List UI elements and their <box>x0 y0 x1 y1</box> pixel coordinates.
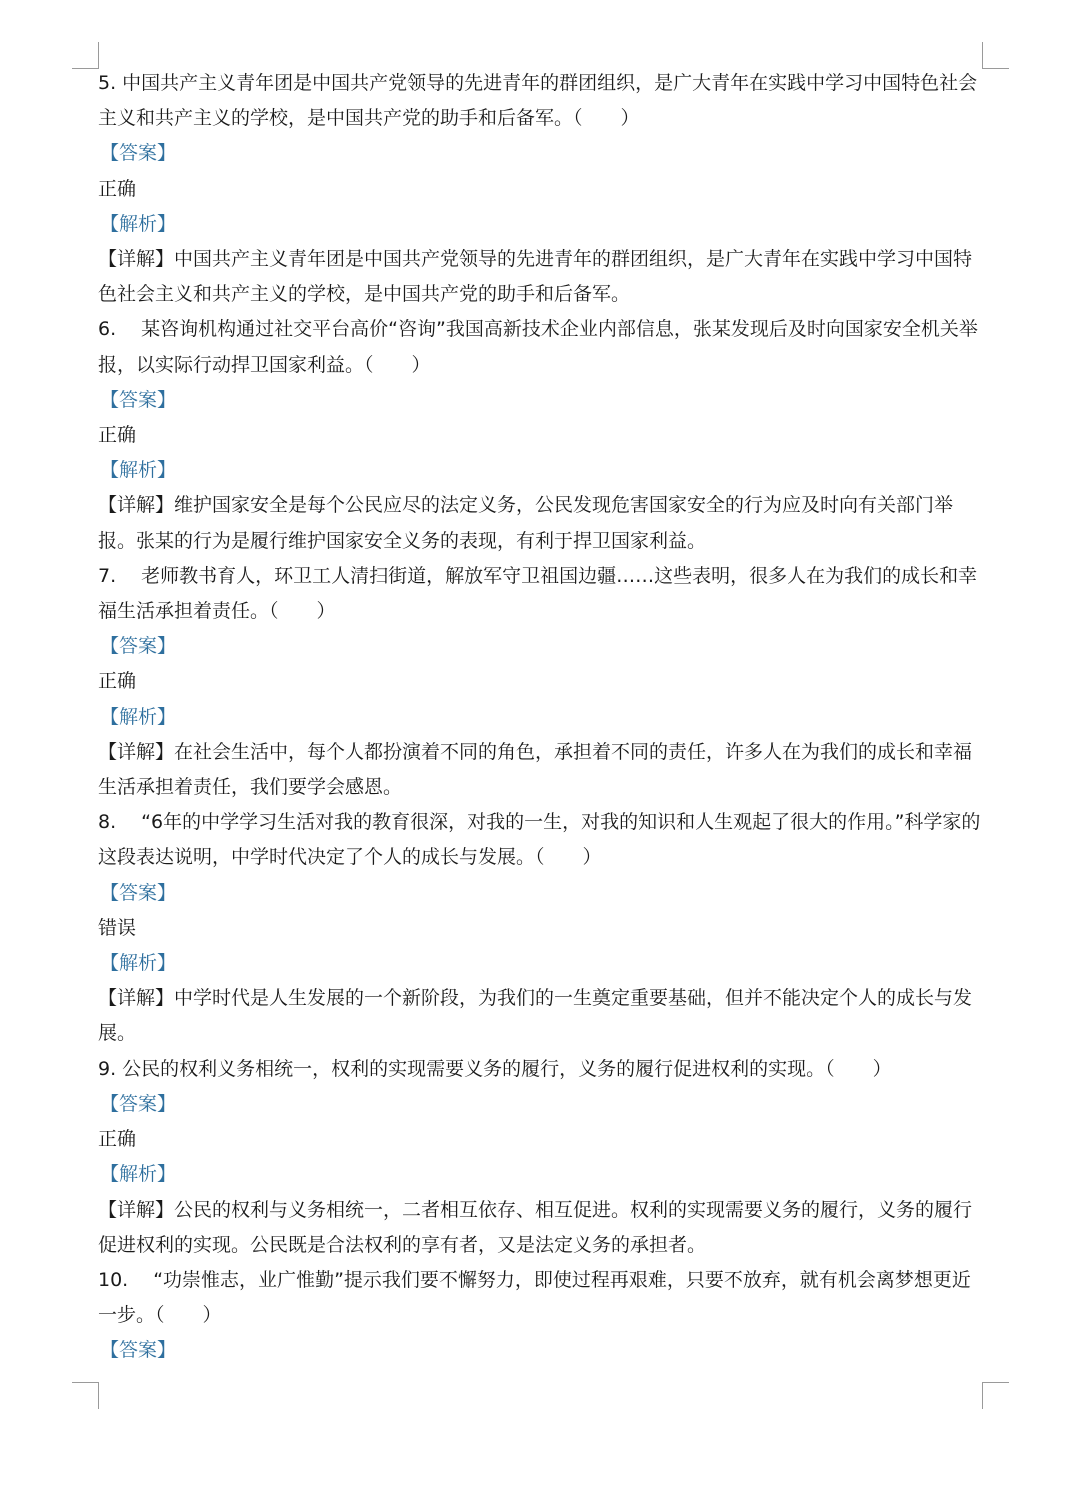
detail-paragraph <box>98 981 984 1051</box>
question-10 <box>98 1263 984 1333</box>
question-number: 9. <box>98 1057 117 1080</box>
page-corner-mark-bottom-left <box>72 1382 99 1409</box>
analysis-label: 【解析】 <box>100 952 177 975</box>
question-7 <box>98 559 984 629</box>
analysis-label: 【解析】 <box>100 212 177 235</box>
answer-label: 【答案】 <box>100 142 177 165</box>
question-text: “6年的中学学习生活对我的教育很深，对我的一生，对我的知识和人生观起了很大的作用。”科学家的这段表达说明，中学时代决定了个人的成长与发展。（ ） <box>98 811 981 869</box>
answer-value: 正确 <box>98 1128 137 1151</box>
question-6 <box>98 312 984 382</box>
detail-paragraph <box>98 1193 984 1263</box>
detail-label: 【详解】 <box>98 248 175 271</box>
question-number: 8. <box>98 811 117 834</box>
analysis-label: 【解析】 <box>100 705 177 728</box>
question-5 <box>98 66 984 136</box>
document-body <box>98 66 984 1369</box>
detail-paragraph <box>98 242 984 312</box>
detail-paragraph <box>98 488 984 558</box>
question-text: 中国共产主义青年团是中国共产党领导的先进青年的群团组织，是广大青年在实践中学习中国特色社会主义和共产主义的学校，是中国共产党的助手和后备军。（ ） <box>98 72 978 130</box>
question-number: 6. <box>98 318 117 341</box>
detail-label: 【详解】 <box>98 494 175 517</box>
question-number: 7. <box>98 564 117 587</box>
answer-value: 错误 <box>98 916 137 939</box>
answer-label: 【答案】 <box>100 388 177 411</box>
answer-label: 【答案】 <box>100 1092 177 1115</box>
detail-text: 维护国家安全是每个公民应尽的法定义务，公民发现危害国家安全的行为应及时向有关部门举报。张某的行为是履行维护国家安全义务的表现，有利于捍卫国家利益。 <box>98 494 954 552</box>
question-text: “功崇惟志，业广惟勤”提示我们要不懈努力，即使过程再艰难，只要不放弃，就有机会离梦想更近一步。（ ） <box>98 1268 971 1327</box>
answer-label: 【答案】 <box>100 1339 177 1362</box>
detail-label: 【详解】 <box>98 740 175 763</box>
question-text: 公民的权利义务相统一，权利的实现需要义务的履行，义务的履行促进权利的实现。（ ） <box>122 1057 892 1080</box>
answer-value: 正确 <box>98 670 137 693</box>
question-text: 某咨询机构通过社交平台高价“咨询”我国高新技术企业内部信息，张某发现后及时向国家安全机关举报，以实际行动捍卫国家利益。（ ） <box>98 318 978 376</box>
detail-text: 公民的权利与义务相统一，二者相互依存、相互促进。权利的实现需要义务的履行，义务的履行促进权利的实现。公民既是合法权利的享有者，又是法定义务的承担者。 <box>98 1198 973 1256</box>
detail-text: 中国共产主义青年团是中国共产党领导的先进青年的群团组织，是广大青年在实践中学习中国特色社会主义和共产主义的学校，是中国共产党的助手和后备军。 <box>98 248 973 306</box>
question-number: 5. <box>98 72 117 94</box>
detail-label: 【详解】 <box>98 987 175 1010</box>
page-corner-mark-top-right <box>982 42 1009 69</box>
question-number: 10. <box>98 1268 129 1291</box>
page-corner-mark-bottom-right <box>982 1382 1009 1409</box>
question-9 <box>98 1052 984 1087</box>
question-text: 老师教书育人，环卫工人清扫街道，解放军守卫祖国边疆……这些表明，很多人在为我们的成长和幸福生活承担着责任。（ ） <box>98 564 978 623</box>
detail-label: 【详解】 <box>98 1198 175 1221</box>
answer-value: 正确 <box>98 424 137 447</box>
answer-label: 【答案】 <box>100 881 177 904</box>
analysis-label: 【解析】 <box>100 459 177 482</box>
page-corner-mark-top-left <box>72 42 99 69</box>
question-8 <box>98 805 984 875</box>
detail-text: 中学时代是人生发展的一个新阶段，为我们的一生奠定重要基础，但并不能决定个人的成长与发展。 <box>98 987 973 1045</box>
answer-value: 正确 <box>98 177 137 200</box>
answer-label: 【答案】 <box>100 635 177 658</box>
detail-paragraph <box>98 735 984 805</box>
analysis-label: 【解析】 <box>100 1163 177 1186</box>
detail-text: 在社会生活中，每个人都扮演着不同的角色，承担着不同的责任，许多人在为我们的成长和幸福生活承担着责任，我们要学会感恩。 <box>98 740 973 799</box>
